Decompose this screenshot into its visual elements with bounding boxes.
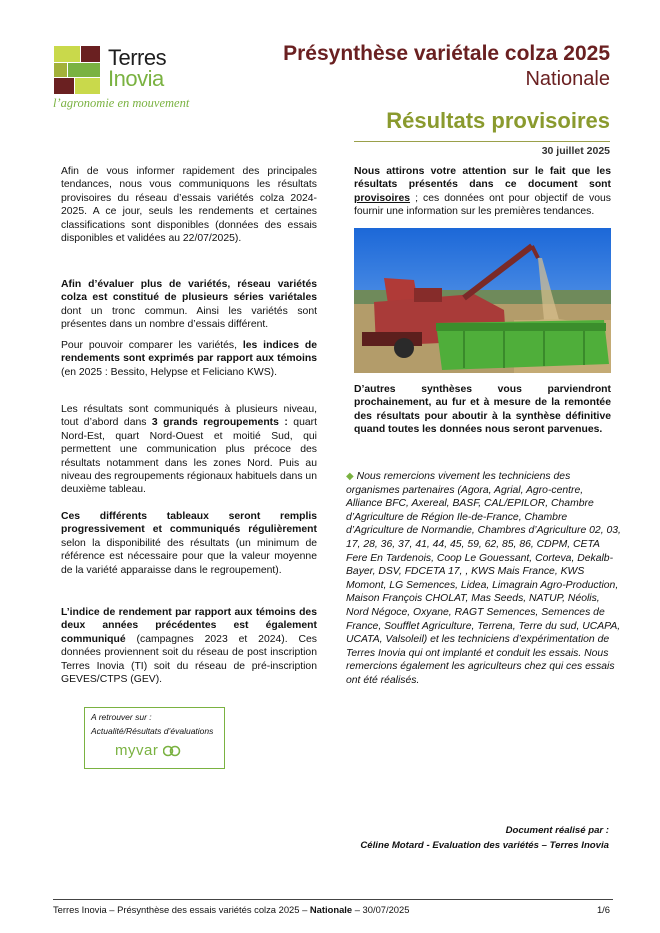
- diamond-bullet-icon: ◆: [346, 471, 354, 482]
- indices-bold: les indices de rendements sont exprimés par rapport aux témoins: [61, 340, 317, 365]
- groupings-end: quart Nord-Est, quart Nord-Ouest et moitié Sud, qui permettent une communication plus précoce des résultats notamment dans les zones Nord. Puis au niveau des regroupements régionaux habituels dans un deuxième tableau.: [61, 417, 317, 496]
- document-date: 30 juillet 2025: [541, 145, 610, 157]
- credit-label: Document réalisé par :: [505, 825, 609, 836]
- myvar-box-line2: Actualité/Résultats d’évaluations: [91, 726, 214, 736]
- myvar-logo[interactable]: [115, 742, 181, 759]
- footer-text-bold: Nationale: [309, 904, 353, 915]
- series-rest: dont un tronc commun. Ainsi les variétés sont présentes dans un nombre d’essais différent.: [61, 305, 317, 331]
- myvar-logo-text: myvar: [115, 742, 159, 759]
- attention-rest: ; ces données ont pour objectif de vous fournir une information sur les premières tendances.: [354, 192, 611, 218]
- logo-tagline: l’agronomie en mouvement: [53, 96, 190, 110]
- paragraph-series: [61, 278, 317, 332]
- logo-brand-line1: Terres: [108, 45, 167, 70]
- tables-rest: selon la disponibilité des résultats (un minimum de référence est nécessaire pour que la valeur moyenne de la variété apparaisse dans le regroupement).: [61, 537, 317, 576]
- footer-text-end: – 30/07/2025: [352, 904, 410, 915]
- date-divider: [354, 141, 610, 142]
- combine-harvester-photo: [354, 228, 611, 373]
- logo-brand-line2: Inovia: [108, 66, 164, 91]
- paragraph-next-syntheses: [354, 383, 611, 437]
- footer-divider: [53, 899, 613, 900]
- next-syntheses-text: D’autres synthèses vous parviendront prochainement, au fur et à mesure de la remontée des résultats pour aboutir à la synthèse définitive quand toutes les données nous seront parvenues.: [354, 384, 611, 436]
- myvar-box-line1: A retrouver sur :: [91, 712, 152, 722]
- document-title: Présynthèse variétale colza 2025: [283, 42, 610, 65]
- indices-end: (en 2025 : Bessito, Helypse et Feliciano KWS).: [61, 366, 277, 378]
- leaf-icon: [163, 744, 181, 758]
- acknowledgement: [346, 470, 622, 688]
- tables-bold: Ces différents tableaux seront remplis progressivement et communiqués régulièrement: [61, 511, 317, 536]
- indices-start: Pour pouvoir comparer les variétés,: [61, 340, 243, 351]
- yield-index-rest: (campagnes 2023 et 2024). Ces données proviennent soit du réseau de post inscription Terres Inovia (TI) soit du réseau de pré-inscription GEVES/CTPS (GEV).: [61, 633, 317, 686]
- yield-index-bold: L’indice de rendement par rapport aux témoins des deux années précédentes est également communiqué: [61, 607, 317, 645]
- status-heading: Résultats provisoires: [386, 108, 610, 133]
- paragraph-attention: [354, 165, 611, 219]
- footer-text: [53, 904, 409, 915]
- attention-provisional: provisoires: [354, 192, 411, 204]
- paragraph-tables: [61, 510, 317, 577]
- attention-bold: Nous attirons votre attention sur le fait que les résultats présentés dans ce document sont: [354, 166, 611, 191]
- paragraph-intro-text: Afin de vous informer rapidement des principales tendances, nous vous communiquons les résultats provisoires du réseau d’essais variétés colza 2024-2025. A ce jour, seuls les rendements et certaines classifications sont disponibles (données des essais disponibles et validées au 22/07/2025).: [61, 166, 317, 245]
- document-subtitle: Nationale: [525, 68, 610, 90]
- page-number: 1/6: [596, 904, 610, 915]
- logo-mark: [54, 46, 100, 94]
- groupings-start: Les résultats sont communiqués à plusieurs niveau, tout d’abord dans: [61, 404, 317, 429]
- groupings-bold: 3 grands regroupements :: [151, 417, 288, 429]
- paragraph-indices: [61, 339, 317, 379]
- paragraph-groupings: [61, 403, 317, 497]
- paragraph-intro: [61, 165, 317, 245]
- footer-text-start: Terres Inovia – Présynthèse des essais variétés colza 2025 –: [53, 904, 310, 915]
- acknowledgement-text: Nous remercions vivement les techniciens des organismes partenaires (Agora, Agrial, Agro-centre, Alliance BFC, Axereal, BASF, CAL/EPILOR, Chambre d’Agriculture de Région Ile-de-France, Chambre d’Agriculture de Normandie, Chambres d’Agriculture 02, 03, 17, 28, 36, 37, 41, 44, 45, 59, 62, 85, 86, CDPM, CETA Fere En Tardenois, Coop Le Gouessant, Corteva, Dekalb-Bayer, DSV, FDCETA 17, , KWS Mais France, KWS Momont, LG Semences, Lidea, Limagrain Agro-Production, Maison François CHOLAT, Mas Seeds, NATUP, Néolis, Nord Négoce, Oxyane, RAGT Semences, Semences de France, Soufflet Agriculture, Terrena, Terre du sud, UCAPA, UCATA, Valsoleil) et les techniciens d’expérimentation de Terres Inovia qui ont implanté et conduit les essais. Nous remercions également les agriculteurs chez qui ces essais ont été réalisés.: [346, 471, 621, 686]
- myvar-link-box[interactable]: [84, 707, 225, 769]
- series-bold: Afin d’évaluer plus de variétés, réseau variétés colza est constitué de plusieurs séries variétales: [61, 279, 317, 304]
- paragraph-yield-index: [61, 606, 317, 686]
- credit-author: Céline Motard - Evaluation des variétés – Terres Inovia: [360, 840, 609, 851]
